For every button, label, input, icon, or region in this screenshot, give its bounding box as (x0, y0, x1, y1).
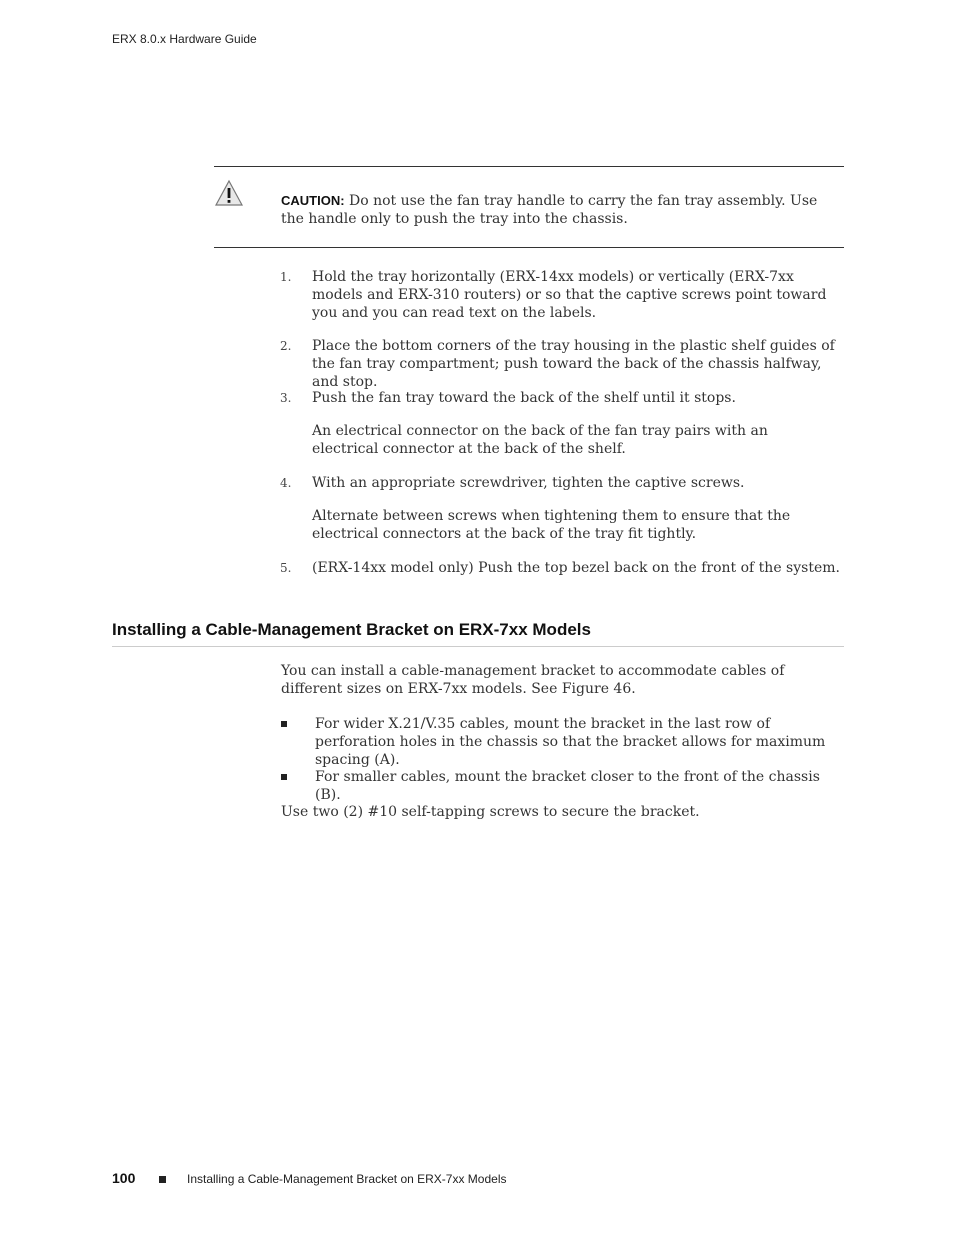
caution-box (214, 166, 844, 248)
page-number: 100 (112, 1170, 136, 1186)
caution-body: Do not use the fan tray handle to carry the fan tray assembly. Use the handle only to push the tray into the chassis. (281, 193, 818, 227)
section-intro: You can install a cable-management bracket to accommodate cables of different sizes on ERX-7xx models. See Figure 46. (281, 663, 785, 697)
step-text: With an appropriate screwdriver, tighten the captive screws. (312, 475, 745, 491)
footer-square-icon (159, 1176, 166, 1183)
step-number: 4. (280, 476, 292, 490)
bullet-square-icon (281, 774, 287, 780)
closing-paragraph: Use two (2) #10 self-tapping screws to secure the bracket. (281, 804, 700, 820)
step-number: 5. (280, 561, 292, 575)
section-heading: Installing a Cable-Management Bracket on ERX-7xx Models (112, 620, 844, 647)
step-3 (280, 389, 840, 407)
step-1 (280, 268, 840, 322)
bullet-text: For wider X.21/V.35 cables, mount the bracket in the last row of perforation holes in the chassis so that the bracket allows for maximum spacing (A). (315, 716, 826, 768)
step-number: 3. (280, 391, 292, 405)
step-text: (ERX-14xx model only) Push the top bezel back on the front of the system. (312, 560, 840, 576)
step-3-note: An electrical connector on the back of the fan tray pairs with an electrical connector at the back of the shelf. (312, 423, 768, 457)
step-text: Push the fan tray toward the back of the shelf until it stops. (312, 390, 736, 406)
step-number: 2. (280, 339, 292, 353)
bullet-item (281, 768, 841, 804)
caution-text (281, 192, 836, 228)
running-header: ERX 8.0.x Hardware Guide (112, 32, 257, 46)
step-text: Place the bottom corners of the tray housing in the plastic shelf guides of the fan tray compartment; push toward the back of the chassis halfway, and stop. (312, 338, 835, 390)
step-4-note: Alternate between screws when tightening them to ensure that the electrical connectors at the back of the tray fit tightly. (312, 508, 791, 542)
step-text: Hold the tray horizontally (ERX-14xx models) or vertically (ERX-7xx models and ERX-310 routers) or so that the captive screws point toward you and you can read text on the labels. (312, 269, 827, 321)
bullet-item (281, 715, 841, 769)
step-4 (280, 474, 840, 492)
step-2 (280, 337, 840, 391)
step-5 (280, 559, 840, 577)
caution-label: CAUTION: (281, 193, 345, 208)
step-number: 1. (280, 270, 292, 284)
warning-triangle-icon (214, 179, 244, 207)
bullet-text: For smaller cables, mount the bracket closer to the front of the chassis (B). (315, 769, 820, 803)
footer-section-title: Installing a Cable-Management Bracket on ERX-7xx Models (187, 1172, 507, 1186)
bullet-square-icon (281, 721, 287, 727)
